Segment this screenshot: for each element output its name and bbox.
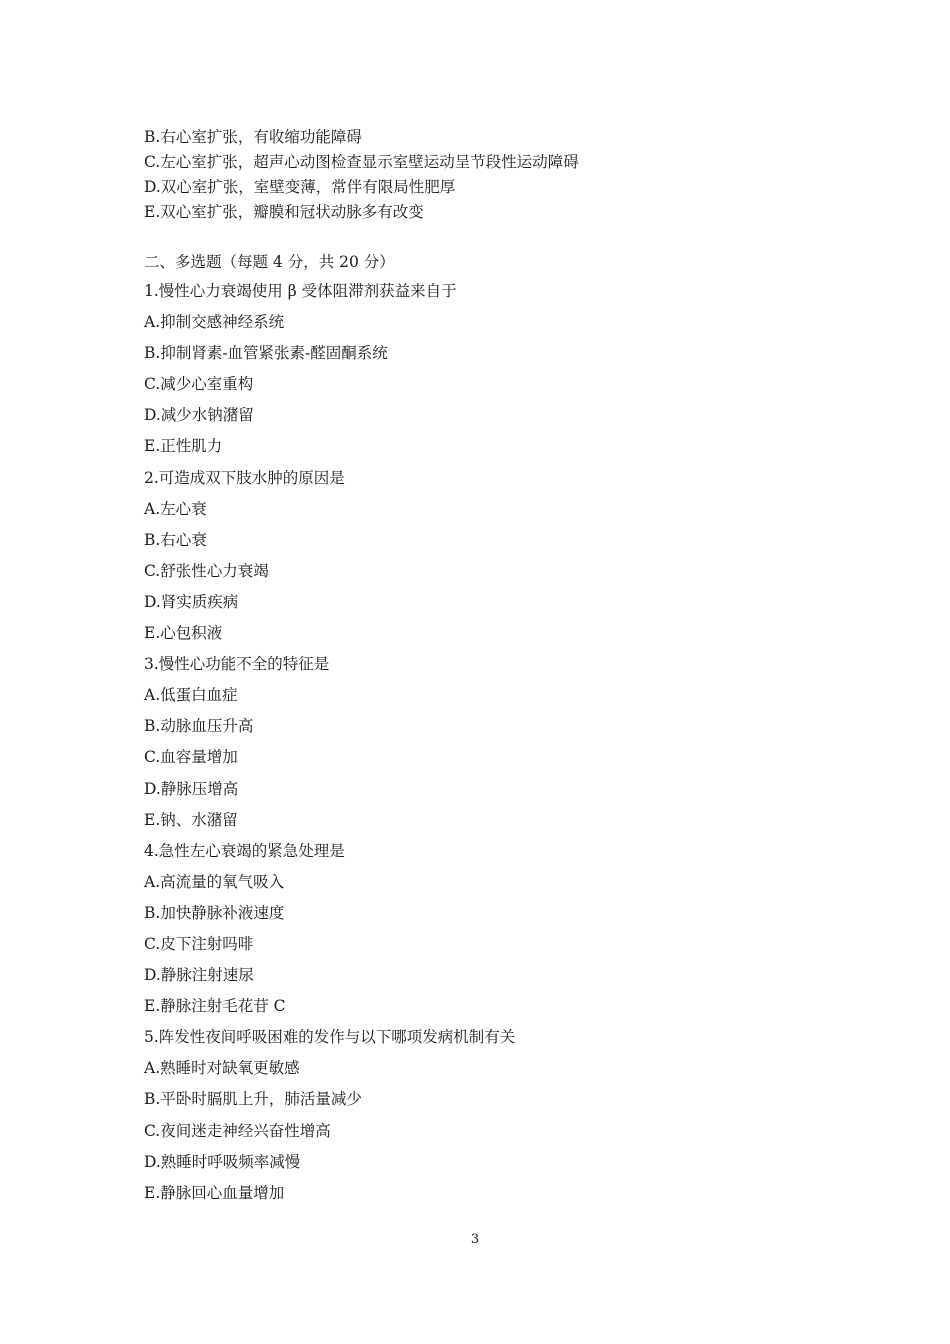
section-heading: 二、多选题（每题 4 分，共 20 分） [144, 253, 395, 271]
option-line: D.静脉压增高 [144, 779, 239, 798]
question-stem: 3.慢性心功能不全的特征是 [144, 655, 330, 674]
option-line: E.静脉回心血量增加 [144, 1183, 285, 1202]
option-line: A.左心衰 [144, 499, 207, 518]
page-number: 3 [470, 1232, 480, 1247]
option-line: B.动脉血压升高 [144, 717, 254, 736]
option-line: E.正性肌力 [144, 437, 223, 456]
option-line: E.双心室扩张，瓣膜和冠状动脉多有改变 [144, 203, 424, 221]
option-line: E.钠、水潴留 [144, 810, 238, 829]
option-line: D.静脉注射速尿 [144, 966, 254, 985]
option-line: D.减少水钠潴留 [144, 406, 254, 425]
option-line: D.双心室扩张，室壁变薄，常伴有限局性肥厚 [144, 178, 456, 196]
option-line: B.平卧时膈肌上升，肺活量减少 [144, 1090, 362, 1109]
question-stem: 2.可造成双下肢水肿的原因是 [144, 468, 345, 487]
option-line: A.低蛋白血症 [144, 686, 238, 705]
option-line: B.抑制肾素-血管紧张素-醛固酮系统 [144, 344, 388, 363]
option-line: C.血容量增加 [144, 748, 238, 767]
previous-question-options [144, 125, 579, 225]
option-line: C.夜间迷走神经兴奋性增高 [144, 1121, 331, 1140]
option-line: E.静脉注射毛花苷 C [144, 997, 286, 1016]
option-line: E.心包积液 [144, 624, 223, 643]
option-line: B.右心室扩张，有收缩功能障碍 [144, 128, 362, 146]
option-line: A.熟睡时对缺氧更敏感 [144, 1059, 300, 1078]
option-line: B.加快静脉补液速度 [144, 903, 285, 922]
option-line: D.熟睡时呼吸频率减慢 [144, 1152, 301, 1171]
option-line: C.舒张性心力衰竭 [144, 561, 269, 580]
question-stem: 5.阵发性夜间呼吸困难的发作与以下哪项发病机制有关 [144, 1028, 516, 1047]
option-line: A.抑制交感神经系统 [144, 313, 285, 332]
option-line: A.高流量的氧气吸入 [144, 872, 285, 891]
question-stem: 4.急性左心衰竭的紧急处理是 [144, 841, 345, 860]
multiple-choice-questions [144, 276, 515, 1209]
option-line: D.肾实质疾病 [144, 592, 239, 611]
option-line: C.左心室扩张，超声心动图检查显示室壁运动呈节段性运动障碍 [144, 153, 579, 171]
question-stem: 1.慢性心力衰竭使用 β 受体阻滞剂获益来自于 [144, 282, 457, 300]
option-line: C.减少心室重构 [144, 375, 254, 394]
option-line: C.皮下注射吗啡 [144, 934, 254, 953]
option-line: B.右心衰 [144, 530, 207, 549]
